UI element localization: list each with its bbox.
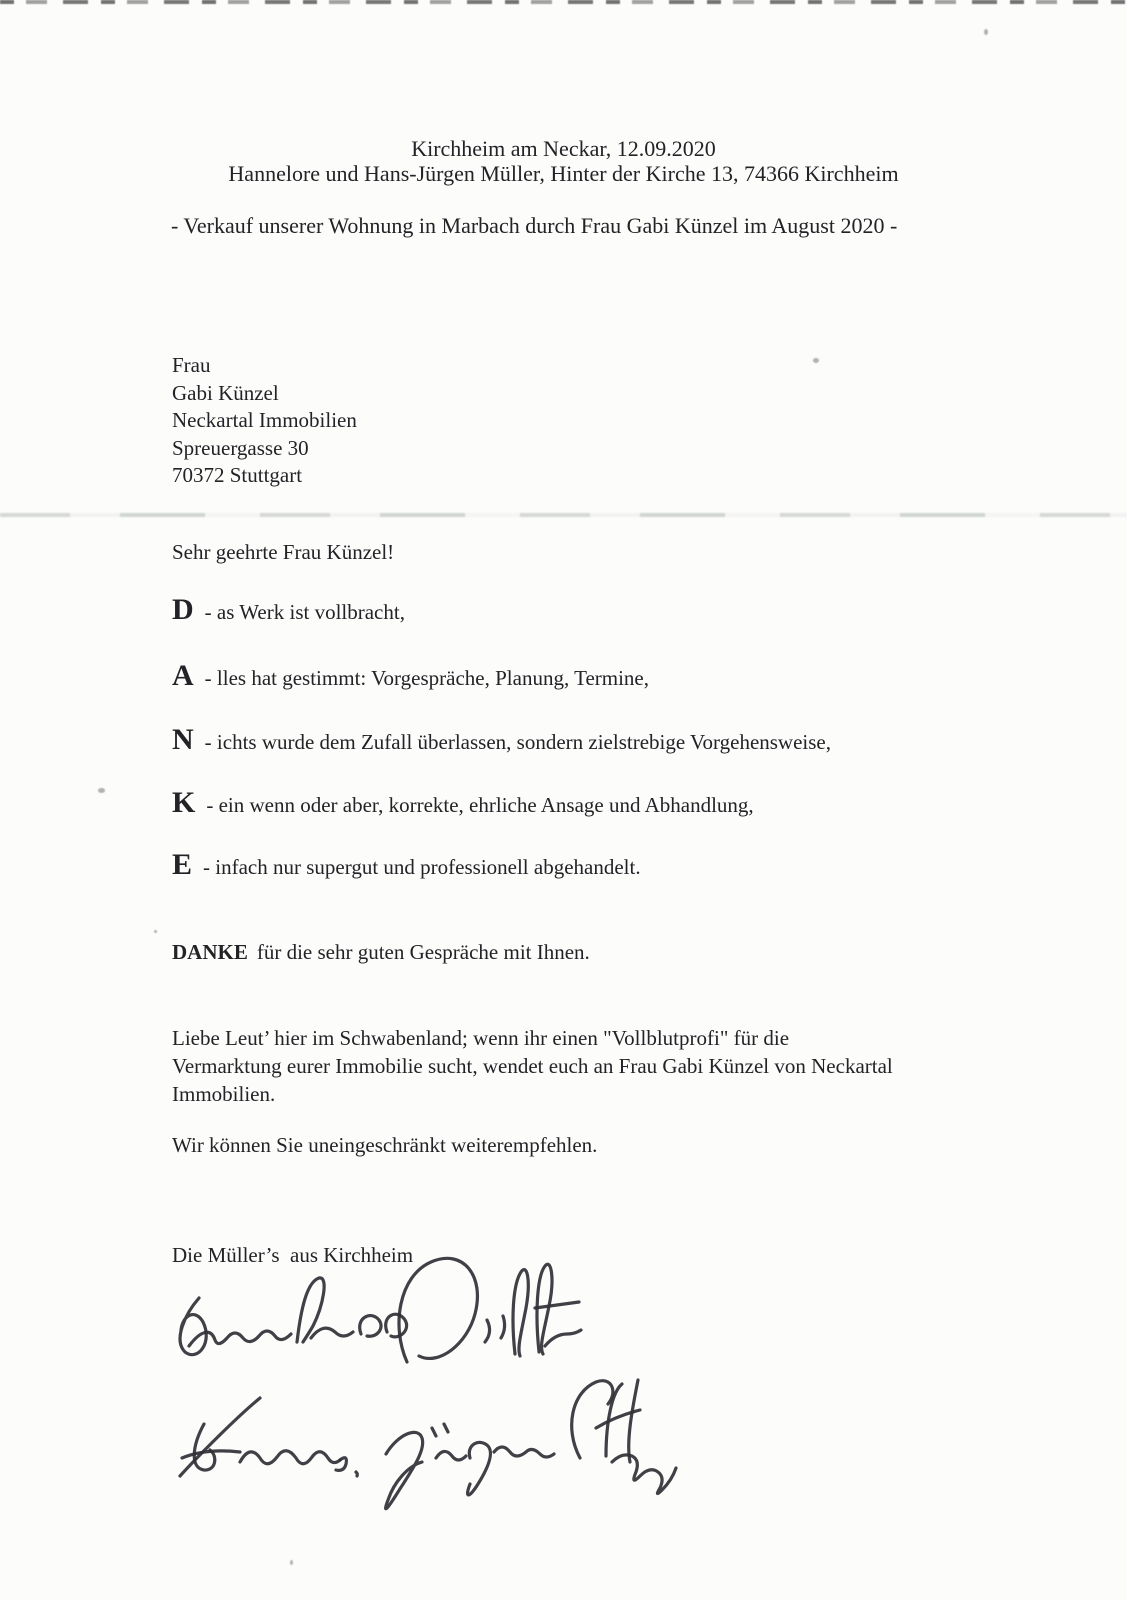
acrostic-line-n bbox=[172, 723, 831, 757]
salutation: Sehr geehrte Frau Künzel! bbox=[172, 540, 395, 564]
recipient-line: Spreuergasse 30 bbox=[172, 435, 309, 460]
endorsement-line: Wir können Sie uneingeschränkt weiterempfehlen. bbox=[172, 1133, 598, 1157]
paragraph-line: Immobilien. bbox=[172, 1082, 276, 1106]
acrostic-text: - as Werk ist vollbracht, bbox=[204, 600, 405, 624]
letter-header bbox=[0, 136, 1127, 186]
acrostic-letter: D bbox=[172, 593, 194, 626]
scan-artifact-top-edge bbox=[0, 0, 1127, 4]
scan-speck bbox=[154, 930, 157, 933]
thanks-rest: für die sehr guten Gespräche mit Ihnen. bbox=[256, 940, 590, 964]
acrostic-text: - lles hat gestimmt: Vorgespräche, Planung, Termine, bbox=[204, 666, 649, 690]
place-date-line: Kirchheim am Neckar, 12.09.2020 bbox=[411, 136, 716, 161]
acrostic-line-e bbox=[172, 848, 641, 882]
acrostic-text: - ichts wurde dem Zufall überlassen, sondern zielstrebige Vorgehensweise, bbox=[204, 730, 832, 754]
scan-speck bbox=[98, 788, 105, 793]
acrostic-text: - ein wenn oder aber, korrekte, ehrliche Ansage und Abhandlung, bbox=[206, 793, 754, 817]
paragraph-line: Liebe Leut’ hier im Schwabenland; wenn ihr einen "Vollblutprofi" für die bbox=[172, 1026, 790, 1050]
thanks-bold-word: DANKE bbox=[172, 940, 248, 964]
recipient-line: 70372 Stuttgart bbox=[172, 463, 303, 487]
signature-hans-juergen-mueller bbox=[160, 1358, 680, 1523]
acrostic-letter: A bbox=[172, 659, 194, 692]
recipient-line: Neckartal Immobilien bbox=[172, 408, 357, 432]
sender-line: Hannelore und Hans-Jürgen Müller, Hinter der Kirche 13, 74366 Kirchheim bbox=[228, 161, 899, 186]
thanks-line bbox=[172, 940, 590, 965]
acrostic-line-k bbox=[172, 786, 754, 820]
recipient-line: Gabi Künzel bbox=[172, 380, 279, 405]
recipient-line: Frau bbox=[172, 353, 211, 377]
recipient-address-block bbox=[172, 352, 357, 490]
scan-artifact-fold-line bbox=[0, 513, 1127, 517]
acrostic-letter: E bbox=[172, 848, 193, 881]
acrostic-text: - infach nur supergut und professionell abgehandelt. bbox=[203, 855, 641, 879]
scan-speck bbox=[290, 1560, 293, 1565]
acrostic-line-a bbox=[172, 659, 649, 693]
acrostic-letter: N bbox=[172, 723, 194, 756]
subject-line: - Verkauf unserer Wohnung in Marbach durch Frau Gabi Künzel im August 2020 - bbox=[171, 213, 898, 238]
acrostic-letter: K bbox=[172, 786, 196, 819]
paragraph-line: Vermarktung eurer Immobilie sucht, wendet euch an Frau Gabi Künzel von Neckartal bbox=[172, 1054, 893, 1078]
acrostic-line-d bbox=[172, 593, 405, 627]
scan-speck bbox=[984, 29, 988, 35]
closing-line: Die Müller’s aus Kirchheim bbox=[172, 1243, 414, 1267]
scan-speck bbox=[813, 358, 819, 363]
recommendation-paragraph bbox=[172, 1024, 893, 1108]
